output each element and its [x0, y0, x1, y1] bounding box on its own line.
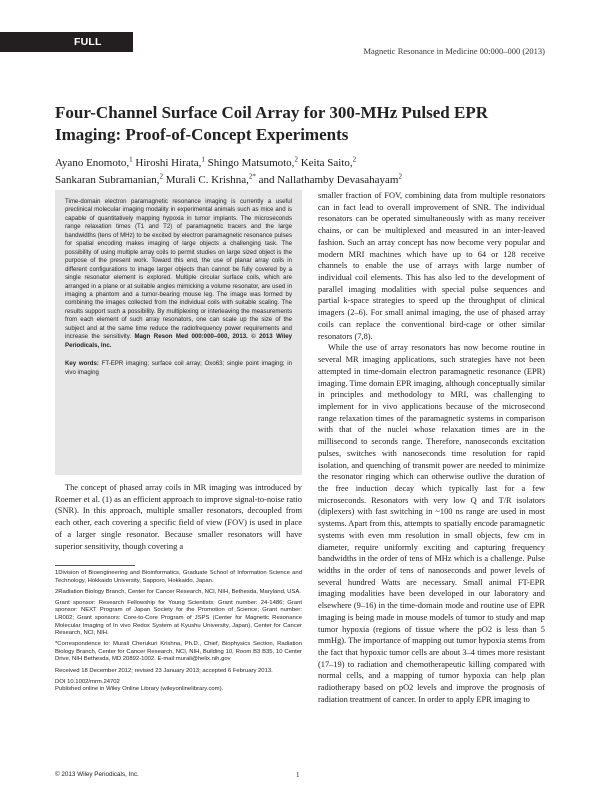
author: Murali C. Krishna,$^{2*}$: [165, 172, 256, 187]
footnote: 1Division of Bioengineering and Bioinformatics, Graduate School of Information Science and Technology, Hokkaido University, Sapporo, Hokkaido, Japan.: [55, 570, 302, 584]
keywords-text: FT-EPR imaging; surface coil array; Oxo63; single point imaging; in vivo imaging: [65, 360, 292, 376]
right-column: [318, 190, 545, 706]
abstract-box: [55, 190, 302, 475]
body-paragraph: While the use of array resonators has now become routine in several MR imaging applications, such strategies have not been attempted in time-domain electron paramagnetic resonance (EPR) imaging. Time domain EPR imaging, although conceptually similar in principles and methodology to MRI, was challenging to implement for in vivo applications because of the microsecond range relaxation times of the paramagnetic systems in comparison with that of the nuclei whose relaxation times are in the millisecond to seconds range. Therefore, nanoseconds excitation pulses, switches with nanoseconds time resolution for rapid isolation, and quenching of transmit power are needed to minimize the resonator ringing which can otherwise outlive the duration of the free induction decay which typically last for a few microseconds. Resonators with very low Q and T/R isolators (diplexers) with fast switching in ~100 ns range are used in most systems. Apart from this, attempts to spatially encode paramagnetic systems with even mm resolution in small objects, few cm in diameter, require uniformly exciting and capturing frequency bandwidths in the order of tens of MHz which is a challenge. Pulse widths in the order of tens of nanoseconds and power levels of several hundred Watts are necessary. Small animal FT-EPR imaging modalities have been developed in our laboratory and elsewhere (9–16) in the time-domain mode and routine use of EPR imaging is being made in mouse models of tumor to study and map tumor hypoxia (regions of tissue where the pO2 is less than 5 mmHg). The importance of mapping out tumor hypoxia stems from the fact that hypoxic tumor cells are about 3–4 times more resistant (17–19) to radiation and chemotherapeutic killing compared with normal cells, and a mapping of tumor hypoxia can help plan radiotherapy based on pO2 levels and improve the prognosis of radiation treatment of cancer. In order to apply EPR imaging to: [318, 343, 545, 704]
author: and Nallathamby Devasahayam$^2$: [258, 172, 402, 187]
article-type-badge: FULL PAPER: [0, 32, 133, 52]
page-number: 1: [296, 771, 300, 779]
footnote: *Correspondence to: Murali Cherukuri Krishna, Ph.D., Chief, Biophysics Section, Radiation Biology Branch, Center for Cancer Research, NCI, NIH, Building 10, Room B3 B35, 10 Center Drive, NIH Bethesda, MD 20892-1002. E-mail:murali@helix.nih.gov: [55, 641, 302, 663]
footnotes: [55, 570, 302, 697]
journal-citation: Magnetic Resonance in Medicine 00:000–000 (2013): [363, 46, 545, 56]
footnote: DOI 10.1002/mrm.24702: [55, 678, 120, 685]
footnote: Published online in Wiley Online Library (wileyonlinelibrary.com).: [55, 686, 224, 693]
author: Sankaran Subramanian,$^2$: [55, 172, 163, 187]
author: Shingo Matsumoto,$^2$: [207, 155, 298, 169]
body-paragraph: smaller fraction of FOV, combining data from multiple resonators can in fact lead to overall improvement of SNR. The individual resonators can be operated simultaneously with as many receiver chains, or can be multiplexed and measured in an inter-leaved fashion. Such an array concept has now become very popular and modern MRI machines which have up to 64 or 128 receive channels to enable the use of arrays with large number of individual coil elements. This has also led to the development of parallel imaging modalities with special pulse sequences and partial k-space strategies to speed up the throughput of clinical imagers (2–6). For small animal imaging, the use of phased array coils can replace the conventional bird-cage or other similar resonators (7,8).: [318, 191, 545, 341]
author: Ayano Enomoto,$^1$: [55, 155, 133, 169]
author: Hiroshi Hirata,$^1$: [135, 155, 205, 169]
article-title: Four-Channel Surface Coil Array for 300-MHz Pulsed EPR Imaging: Proof-of-Concept Experiments: [55, 103, 488, 144]
author-list: [55, 152, 545, 187]
footnote: Grant sponsor: Research Fellowship for Young Scientists; Grant number: 24-1486; Grant sponsor: NEXT Program of Japan Society for the Promotion of Science; Grant number: LR002; Grant sponsors: Core-to-Core Program of JSPS (Center for Magnetic Resonance Molecular Imaging of In vivo Redox System at Kyushu University, Japan), Center for Cancer Research, NCI, NIH.: [55, 599, 302, 637]
abstract-text: Time-domain electron paramagnetic resonance imaging is currently a useful preclinical molecular imaging modality in experimental animals such as mice and is capable of quantitatively mapping hypoxia in tumor implants. The microseconds range relaxation times (T1 and T2) of paramagnetic tracers and the large bandwidths (tens of MHz) to be excited by electron paramagnetic resonance pulses for spatial encoding makes imaging of large objects a challenging task. The possibility of using multiple array coils to permit studies on large sized object is the purpose of the present work. Toward this end, the use of planar array coils in different configurations to image larger objects than cannot be fully covered by a single resonator element is explored. Multiple circular surface coils, which are arranged in a plane or at suitable angles mimicking a volume resonator, are used in imaging a phantom and a tumor-bearing mouse leg. The image was formed by combining the images collected from the individual coils with suitable scaling. The results support such a possibility. By multiplexing or interleaving the measurements from each element of such array resonators, one can scale up the size of the subject and at the same time reduce the radiofrequency power requirements and increase the sensitivity.: [65, 198, 292, 341]
footnote: Received 18 December 2012; revised 23 January 2013; accepted 6 February 2013.: [55, 667, 273, 674]
abstract-citation: Magn Reson Med 000:000–000, 2013. © 2013 Wiley Periodicals, Inc.: [65, 333, 292, 349]
author: Keita Saito,$^2$: [300, 155, 357, 169]
intro-paragraph: The concept of phased array coils in MR imaging was introduced by Roemer et al. (1) as an efficient approach to improve signal-to-noise ratio (SNR). In this approach, multiple smaller resonators, decoupled from each other, each covering a specific field of view (FOV) is used in place of a larger single resonator. Because smaller resonators will have superior sensitivity, though covering a: [55, 483, 302, 551]
footnote: 2Radiation Biology Branch, Center for Cancer Research, NCI, NIH, Bethesda, Maryland, USA.: [55, 588, 301, 595]
keywords: [65, 360, 292, 377]
footnote-divider: [55, 565, 135, 566]
copyright: © 2013 Wiley Periodicals, Inc.: [55, 771, 139, 778]
keywords-label: Key words:: [65, 360, 99, 368]
